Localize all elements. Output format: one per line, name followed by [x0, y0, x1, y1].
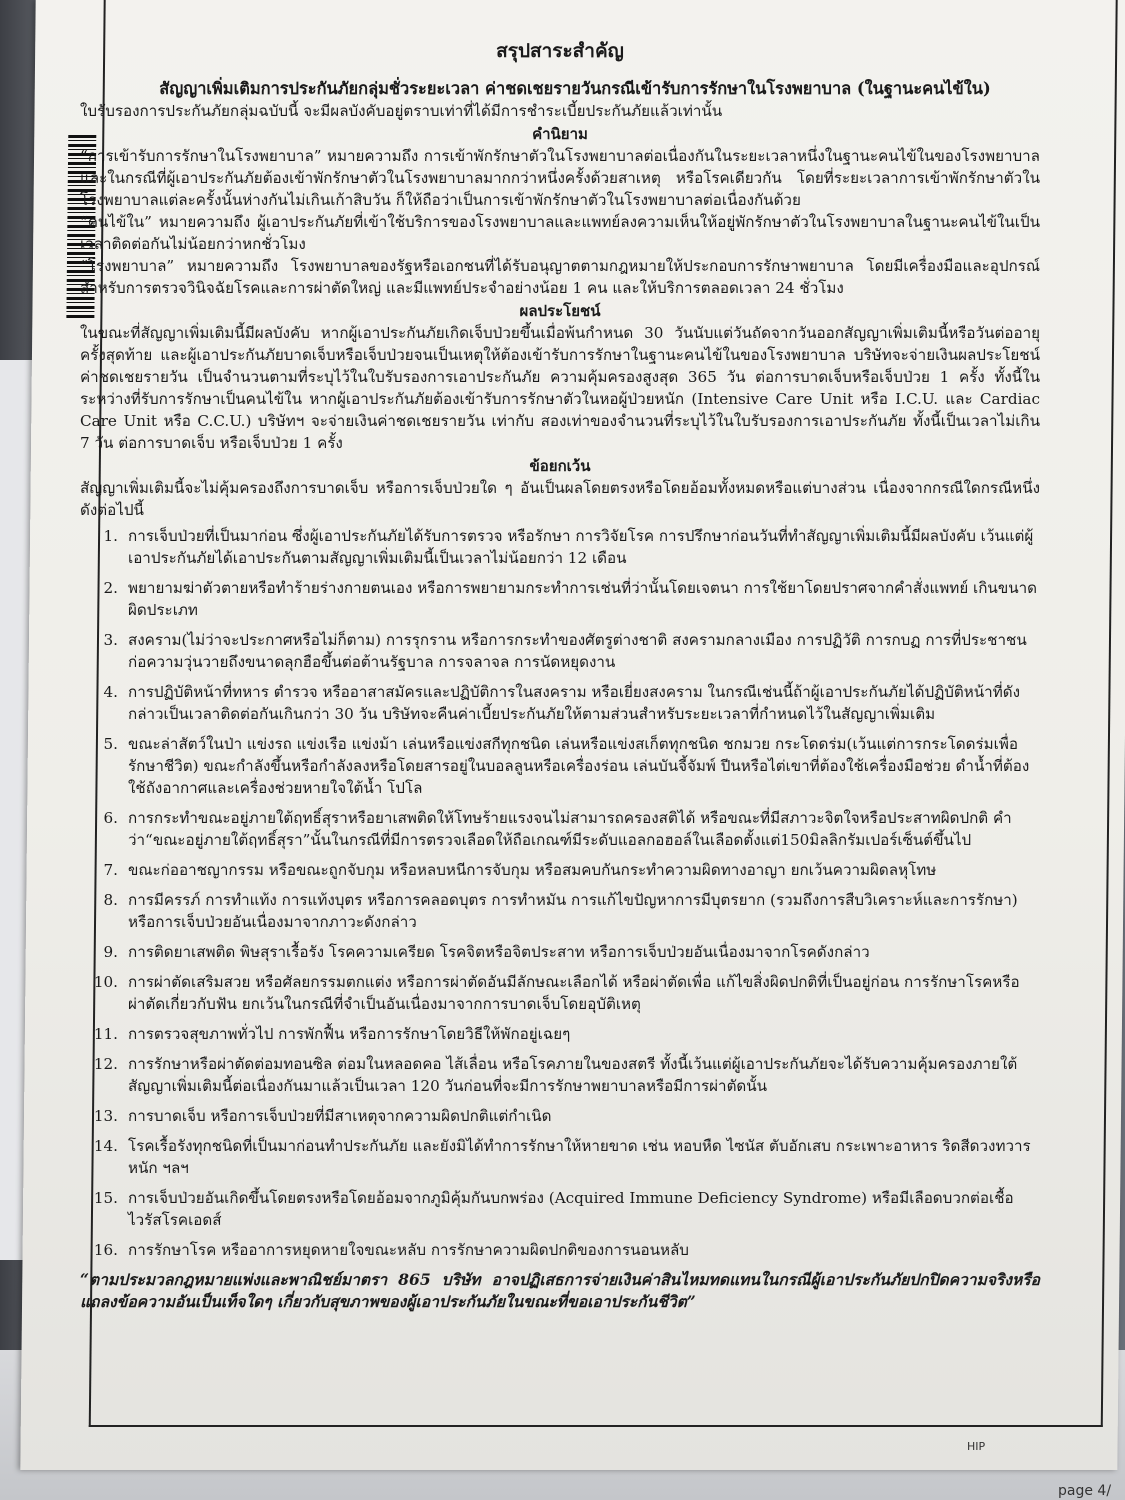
exclusion-number: 2.	[103, 579, 118, 597]
exclusion-item	[80, 1053, 1040, 1097]
exclusion-text: การติดยาเสพติด พิษสุราเรื้อรัง โรคความเครียด โรคจิตหรือจิตประสาท หรือการเจ็บป่วยอันเนื่องมาจากโรคดังกล่าว	[128, 943, 870, 961]
benefits-heading: ผลประโยชน์	[519, 302, 601, 320]
document-subtitle: สัญญาเพิ่มเติมการประกันภัยกลุ่มชั่วระยะเวลา ค่าชดเชยรายวันกรณีเข้ารับการรักษาในโรงพยาบาล (ในฐานะคนไข้ใน)	[159, 79, 991, 98]
exclusion-text: การเจ็บป่วยอันเกิดขึ้นโดยตรงหรือโดยอ้อมจากภูมิคุ้มกันบกพร่อง (Acquired Immune Deficiency Syndrome) หรือมีเลือดบวกต่อเชื้อไวรัสโรคเอดส์	[128, 1189, 1014, 1229]
exclusion-number: 5.	[103, 735, 118, 753]
exclusion-text: การปฏิบัติหน้าที่ทหาร ตำรวจ หรืออาสาสมัครและปฏิบัติการในสงคราม หรือเยี่ยงสงคราม ในกรณีเช่นนี้ถ้าผู้เอาประกันภัยได้ปฏิบัติหน้าที่ดังกล่าวเป็นเวลาติดต่อกันเกินกว่า 30 วัน บริษัทจะคืนค่าเบี้ยประกันภัยให้ตามส่วนสำหรับระยะเวลาที่กำหนดไว้ในสัญญาเพิ่มเติม	[128, 683, 1020, 723]
definition-hospital: “โรงพยาบาล” หมายความถึง โรงพยาบาลของรัฐหรือเอกชนที่ได้รับอนุญาตตามกฎหมายให้ประกอบการรักษาพยาบาล โดยมีเครื่องมือและอุปกรณ์สำหรับการตรวจวินิจฉัยโรคและการผ่าตัดใหญ่ และมีแพทย์ประจำอย่างน้อย 1 คน และให้บริการตลอดเวลา 24 ชั่วโมง	[80, 257, 1040, 297]
exclusion-number: 13.	[93, 1107, 118, 1125]
legal-disclaimer: “ตามประมวลกฎหมายแพ่งและพาณิชย์มาตรา 865 บริษัท อาจปฏิเสธการจ่ายเงินค่าสินไหมทดแทนในกรณีผู้เอาประกันภัยปกปิดความจริงหรือแถลงข้อความอันเป็นเท็จใดๆ เกี่ยวกับสุขภาพของผู้เอาประกันภัยในขณะที่ขอเอาประกันชีวิต”	[80, 1270, 1040, 1311]
exclusion-text: การกระทำขณะอยู่ภายใต้ฤทธิ์สุราหรือยาเสพติดให้โทษร้ายแรงจนไม่สามารถครองสติได้ หรือขณะที่มีสภาวะจิตใจหรือประสาทผิดปกติ คำว่า“ขณะอยู่ภายใต้ฤทธิ์สุรา”นั้นในกรณีที่มีการตรวจเลือดให้ถือเกณฑ์มีระดับแอลกอฮอล์ในเลือดตั้งแต่150มิลลิกรัมเปอร์เซ็นต์ขึ้นไป	[128, 809, 1012, 849]
exclusion-text: การผ่าตัดเสริมสวย หรือศัลยกรรมตกแต่ง หรือการผ่าตัดอันมีลักษณะเลือกได้ หรือผ่าตัดเพื่อ แก้ไขสิ่งผิดปกติที่เป็นอยู่ก่อน การรักษาโรคหรือผ่าตัดเกี่ยวกับฟัน ยกเว้นในกรณีที่จำเป็นอันเนื่องมาจากการบาดเจ็บโดยอุบัติเหตุ	[128, 973, 1020, 1013]
exclusion-number: 9.	[103, 943, 118, 961]
exclusion-item	[80, 1239, 1040, 1261]
exclusion-number: 16.	[93, 1241, 118, 1259]
exclusion-item	[80, 859, 1040, 881]
exclusion-item	[80, 1187, 1040, 1231]
exclusion-text: สงคราม(ไม่ว่าจะประกาศหรือไม่ก็ตาม) การรุกราน หรือการกระทำของศัตรูต่างชาติ สงครามกลางเมือง การปฏิวัติ การกบฏ การที่ประชาชนก่อความวุ่นวายถึงขนาดลุกฮือขึ้นต่อต้านรัฐบาล การจลาจล การนัดหยุดงาน	[128, 631, 1027, 671]
definition-inpatient: “คนไข้ใน” หมายความถึง ผู้เอาประกันภัยที่เข้าใช้บริการของโรงพยาบาลและแพทย์ลงความเห็นให้อยู่พักรักษาตัวในโรงพยาบาลในฐานะคนไข้ในเป็นเวลาติดต่อกันไม่น้อยกว่าหกชั่วโมง	[80, 213, 1040, 253]
exclusion-item	[80, 1135, 1040, 1179]
exclusion-number: 12.	[93, 1055, 118, 1073]
exclusion-text: การบาดเจ็บ หรือการเจ็บป่วยที่มีสาเหตุจากความผิดปกติแต่กำเนิด	[128, 1107, 552, 1125]
exclusion-number: 4.	[103, 683, 118, 701]
exclusion-number: 6.	[103, 809, 118, 827]
exclusion-number: 3.	[103, 631, 118, 649]
exclusion-item	[80, 525, 1040, 569]
exclusion-number: 15.	[93, 1189, 118, 1207]
exclusion-number: 10.	[93, 973, 118, 991]
exclusion-item	[80, 577, 1040, 621]
exclusion-text: การมีครรภ์ การทำแท้ง การแท้งบุตร หรือการคลอดบุตร การทำหมัน การแก้ไขปัญหาการมีบุตรยาก (รวมถึงการสืบวิเคราะห์และการรักษา) หรือการเจ็บป่วยอันเนื่องมาจากภาวะดังกล่าว	[128, 891, 1018, 931]
exclusion-item	[80, 889, 1040, 933]
exclusion-text: พยายามฆ่าตัวตายหรือทำร้ายร่างกายตนเอง หรือการพยายามกระทำการเช่นที่ว่านั้นโดยเจตนา การใช้ยาโดยปราศจากคำสั่งแพทย์ เกินขนาด ผิดประเภท	[128, 579, 1037, 619]
exclusion-number: 14.	[93, 1137, 118, 1155]
exclusion-item	[80, 1023, 1040, 1045]
exclusion-item	[80, 1105, 1040, 1127]
exclusion-text: การรักษาหรือผ่าตัดต่อมทอนซิล ต่อมในหลอดคอ ไส้เลื่อน หรือโรคภายในของสตรี ทั้งนี้เว้นแต่ผู้เอาประกันภัยจะได้รับความคุ้มครองภายใต้สัญญาเพิ่มเติมนี้ต่อเนื่องกันมาแล้วเป็นเวลา 120 วันก่อนที่จะมีการรักษาพยาบาลหรือมีการผ่าตัดนั้น	[128, 1055, 1018, 1095]
exclusion-item	[80, 733, 1040, 799]
exclusion-number: 8.	[103, 891, 118, 909]
exclusion-number: 7.	[103, 861, 118, 879]
exclusion-text: การตรวจสุขภาพทั่วไป การพักฟื้น หรือการรักษาโดยวิธีให้พักอยู่เฉยๆ	[128, 1025, 571, 1043]
definition-hospitalization: “การเข้ารับการรักษาในโรงพยาบาล” หมายความถึง การเข้าพักรักษาตัวในโรงพยาบาลต่อเนื่องกันในระยะเวลาหนึ่งในฐานะคนไข้ในของโรงพยาบาล และในกรณีที่ผู้เอาประกันภัยต้องเข้าพักรักษาตัวในโรงพยาบาลมากกว่าหนึ่งครั้งด้วยสาเหตุ หรือโรคเดียวกัน โดยที่ระยะเวลาการเข้าพักรักษาตัวในโรงพยาบาลแต่ละครั้งนั้นห่างกันไม่เกินเก้าสิบวัน ก็ให้ถือว่าเป็นการเข้าพักรักษาตัวในโรงพยาบาลต่อเนื่องกันด้วย	[80, 147, 1040, 209]
exclusion-number: 1.	[103, 527, 118, 545]
exclusion-number: 11.	[93, 1025, 118, 1043]
exclusion-text: ขณะล่าสัตว์ในป่า แข่งรถ แข่งเรือ แข่งม้า เล่นหรือแข่งสกีทุกชนิด เล่นหรือแข่งสเก็ตทุกชนิด ชกมวย กระโดดร่ม(เว้นแต่การกระโดดร่มเพื่อรักษาชีวิต) ขณะกำลังขึ้นหรือกำลังลงหรือโดยสารอยู่ในบอลลูนหรือเครื่องร่อน เล่นบันจี้จัมพ์ ปีนหรือไต่เขาที่ต้องใช้เครื่องมือช่วย ดำน้ำที่ต้องใช้ถังอากาศและเครื่องช่วยหายใจใต้น้ำ โปโล	[128, 735, 1030, 797]
footer-code: HIP	[967, 1440, 986, 1453]
exclusions-intro: สัญญาเพิ่มเติมนี้จะไม่คุ้มครองถึงการบาดเจ็บ หรือการเจ็บป่วยใด ๆ อันเป็นผลโดยตรงหรือโดยอ้อมทั้งหมดหรือแต่บางส่วน เนื่องจากกรณีใดกรณีหนึ่งดังต่อไปนี้	[80, 479, 1040, 519]
definitions-heading: คำนิยาม	[532, 125, 588, 143]
exclusion-text: การเจ็บป่วยที่เป็นมาก่อน ซึ่งผู้เอาประกันภัยได้รับการตรวจ หรือรักษา การวิจัยโรค การปรึกษาก่อนวันที่ทำสัญญาเพิ่มเติมนี้มีผลบังคับ เว้นแต่ผู้เอาประกันภัยได้เอาประกันตามสัญญาเพิ่มเติมนี้เป็นเวลาไม่น้อยกว่า 12 เดือน	[128, 527, 1034, 567]
exclusion-text: การรักษาโรค หรืออาการหยุดหายใจขณะหลับ การรักษาความผิดปกติของการนอนหลับ	[128, 1241, 689, 1259]
exclusion-item	[80, 681, 1040, 725]
exclusion-item	[80, 807, 1040, 851]
exclusion-item	[80, 971, 1040, 1015]
exclusion-text: ขณะก่ออาชญากรรม หรือขณะถูกจับกุม หรือหลบหนีการจับกุม หรือสมคบกันกระทำความผิดทางอาญา ยกเว้นความผิดลหุโทษ	[128, 861, 937, 879]
exclusion-text: โรคเรื้อรังทุกชนิดที่เป็นมาก่อนทำประกันภัย และยังมิได้ทำการรักษาให้หายขาด เช่น หอบหืด ไซนัส ตับอักเสบ กระเพาะอาหาร ริดสีดวงทวารหนัก ฯลฯ	[128, 1137, 1031, 1177]
document-title: สรุปสาระสำคัญ	[496, 40, 624, 62]
exclusion-item	[80, 629, 1040, 673]
exclusion-item	[80, 941, 1040, 963]
page-number: page 4/	[1058, 1483, 1112, 1499]
benefits-text: ในขณะที่สัญญาเพิ่มเติมนี้มีผลบังคับ หากผู้เอาประกันภัยเกิดเจ็บป่วยขึ้นเมื่อพ้นกำหนด 30 วันนับแต่วันถัดจากวันออกสัญญาเพิ่มเติมนี้หรือวันต่ออายุครั้งสุดท้าย และผู้เอาประกันภัยบาดเจ็บหรือเจ็บป่วยจนเป็นเหตุให้ต้องเข้ารับการรักษาในฐานะคนไข้ในของโรงพยาบาล บริษัทจะจ่ายเงินผลประโยชน์ค่าชดเชยรายวัน เป็นจำนวนตามที่ระบุไว้ในใบรับรองการเอาประกันภัย ความคุ้มครองสูงสุด 365 วัน ต่อการบาดเจ็บหรือเจ็บป่วย 1 ครั้ง ทั้งนี้ในระหว่างที่รับการรักษาเป็นคนไข้ใน หากผู้เอาประกันภัยต้องเข้ารับการรักษาตัวในหอผู้ป่วยหนัก (Intensive Care Unit หรือ I.C.U. และ Cardiac Care Unit หรือ C.C.U.) บริษัทฯ จะจ่ายเงินค่าชดเชยรายวัน เท่ากับ สองเท่าของจำนวนที่ระบุไว้ในใบรับรองการเอาประกันภัย ทั้งนี้เป็นเวลาไม่เกิน 7 วัน ต่อการบาดเจ็บ หรือเจ็บป่วย 1 ครั้ง	[80, 324, 1040, 452]
exclusions-heading: ข้อยกเว้น	[529, 457, 591, 475]
document-body	[80, 40, 1040, 1313]
intro-text: ใบรับรองการประกันภัยกลุ่มฉบับนี้ จะมีผลบังคับอยู่ตราบเท่าที่ได้มีการชำระเบี้ยประกันภัยแล้วเท่านั้น	[80, 102, 723, 120]
exclusions-list	[80, 525, 1040, 1261]
